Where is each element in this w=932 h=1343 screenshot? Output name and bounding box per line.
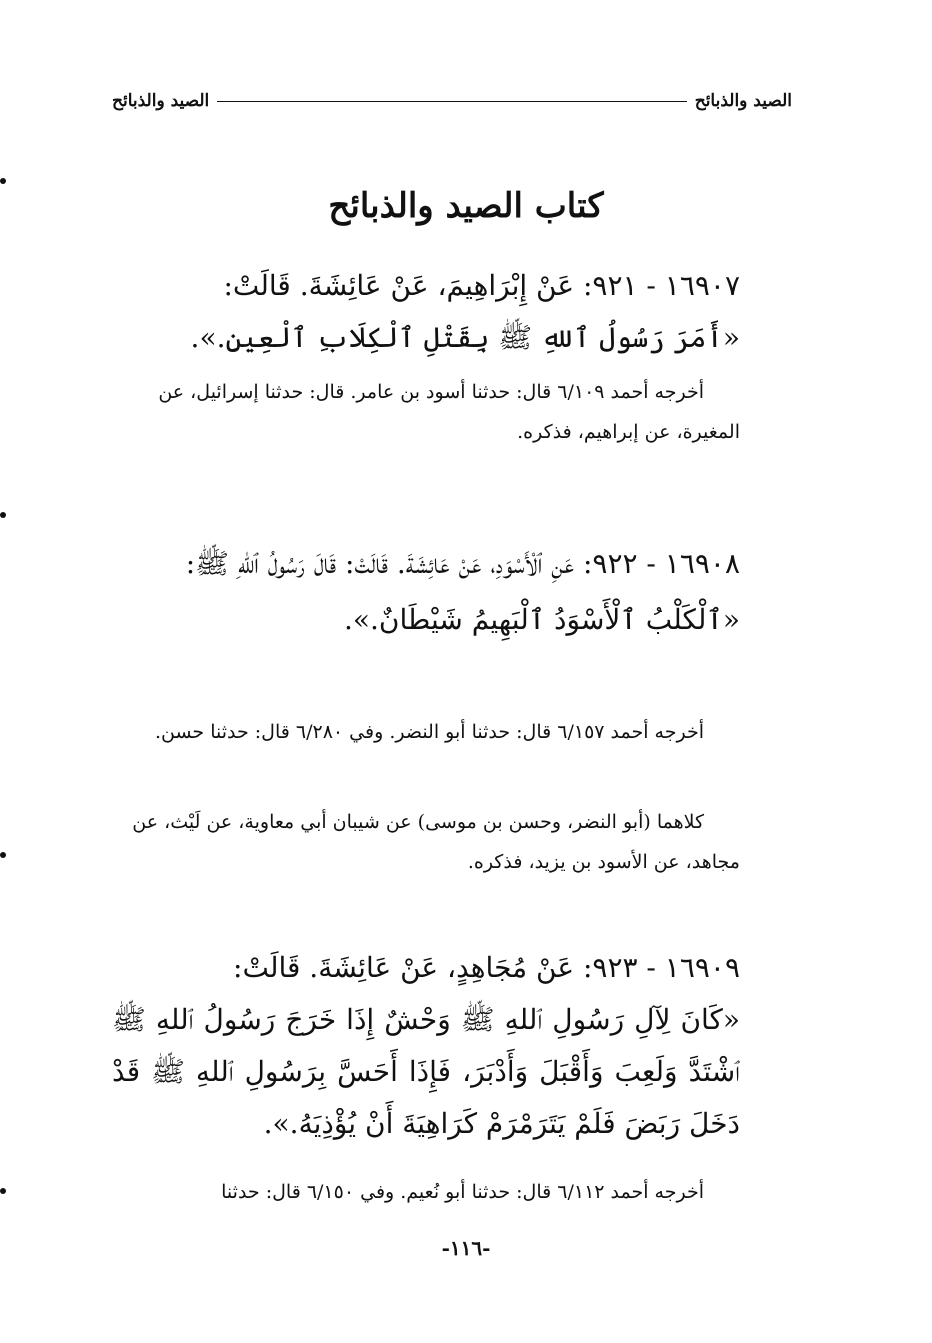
hadith-text [112,260,740,364]
header-rule [217,101,686,102]
hadith-line: «ٱلْكَلْبُ ٱلْأَسْوَدُ ٱلْبَهِيمُ شَيْطَانٌ.». [343,603,740,636]
takhrij-paragraph: أخرجه أحمد ٦/١٥٧ قال: حدثنا أبو النضر. وفي ٦/٢٨٠ قال: حدثنا حسن. [154,721,704,743]
hadith-line: ١٦٩٠٩ - ٩٢٣: عَنْ مُجَاهِدٍ، عَنْ عَائِشَةَ. قَالَتْ: [233,951,740,984]
hadith-line: «أَمَرَ رَسُولُ ٱللهِ ﷺ بِقَتْلِ ٱلْكِلَابِ ٱلْعِينِ.». [190,321,740,354]
hadith-line: ١٦٩٠٨ - ٩٢٢: عَنِ ٱلْأَسْوَدِ، عَنْ عَائِشَةَ. قَالَتْ: قَالَ رَسُولُ ٱللهِ ﷺ: [185,547,740,580]
margin-mark [0,512,6,518]
takhrij-paragraph: كلاهما (أبو النضر، وحسن بن موسى) عن شيبان أبي معاوية، عن لَيْث، عن مجاهد، عن الأسود بن يزيد، فذكره. [132,811,740,873]
hadith-line: ١٦٩٠٧ - ٩٢١: عَنْ إِبْرَاهِيمَ، عَنْ عَائِشَةَ. قَالَتْ: [223,269,740,302]
page-number: -١١٦- [441,1236,491,1260]
hadith-text [112,942,740,1150]
margin-mark [0,1188,6,1194]
running-header [112,86,792,116]
hadith-line: «كَانَ لِآلِ رَسُولِ ٱللهِ ﷺ وَحْشٌ إِذَا خَرَجَ رَسُولُ ٱللهِ ﷺ ٱشْتَدَّ وَلَعِبَ وَأَقْبَلَ وَأَدْبَرَ، فَإِذَا أَحَسَّ بِرَسُولِ ٱللهِ ﷺ قَدْ دَخَلَ رَبَضَ فَلَمْ يَتَرَمْرَمْ كَرَاهِيَةَ أَنْ يُؤْذِيَهُ.». [112,1003,740,1140]
takhrij-paragraph: أخرجه أحمد ٦/١١٢ قال: حدثنا أبو نُعيم. وفي ٦/١٥٠ قال: حدثنا [221,1181,704,1203]
header-left-title: الصيد والذبائح [112,91,210,111]
margin-mark [0,178,6,184]
chapter-title: كتاب الصيد والذبائح [328,186,604,226]
hadith-text [112,538,740,646]
header-right-title: الصيد والذبائح [694,91,792,111]
margin-mark [0,852,6,858]
takhrij-paragraph: أخرجه أحمد ٦/١٠٩ قال: حدثنا أسود بن عامر. قال: حدثنا إسرائيل، عن المغيرة، عن إبراهيم، فذكره. [158,381,740,443]
